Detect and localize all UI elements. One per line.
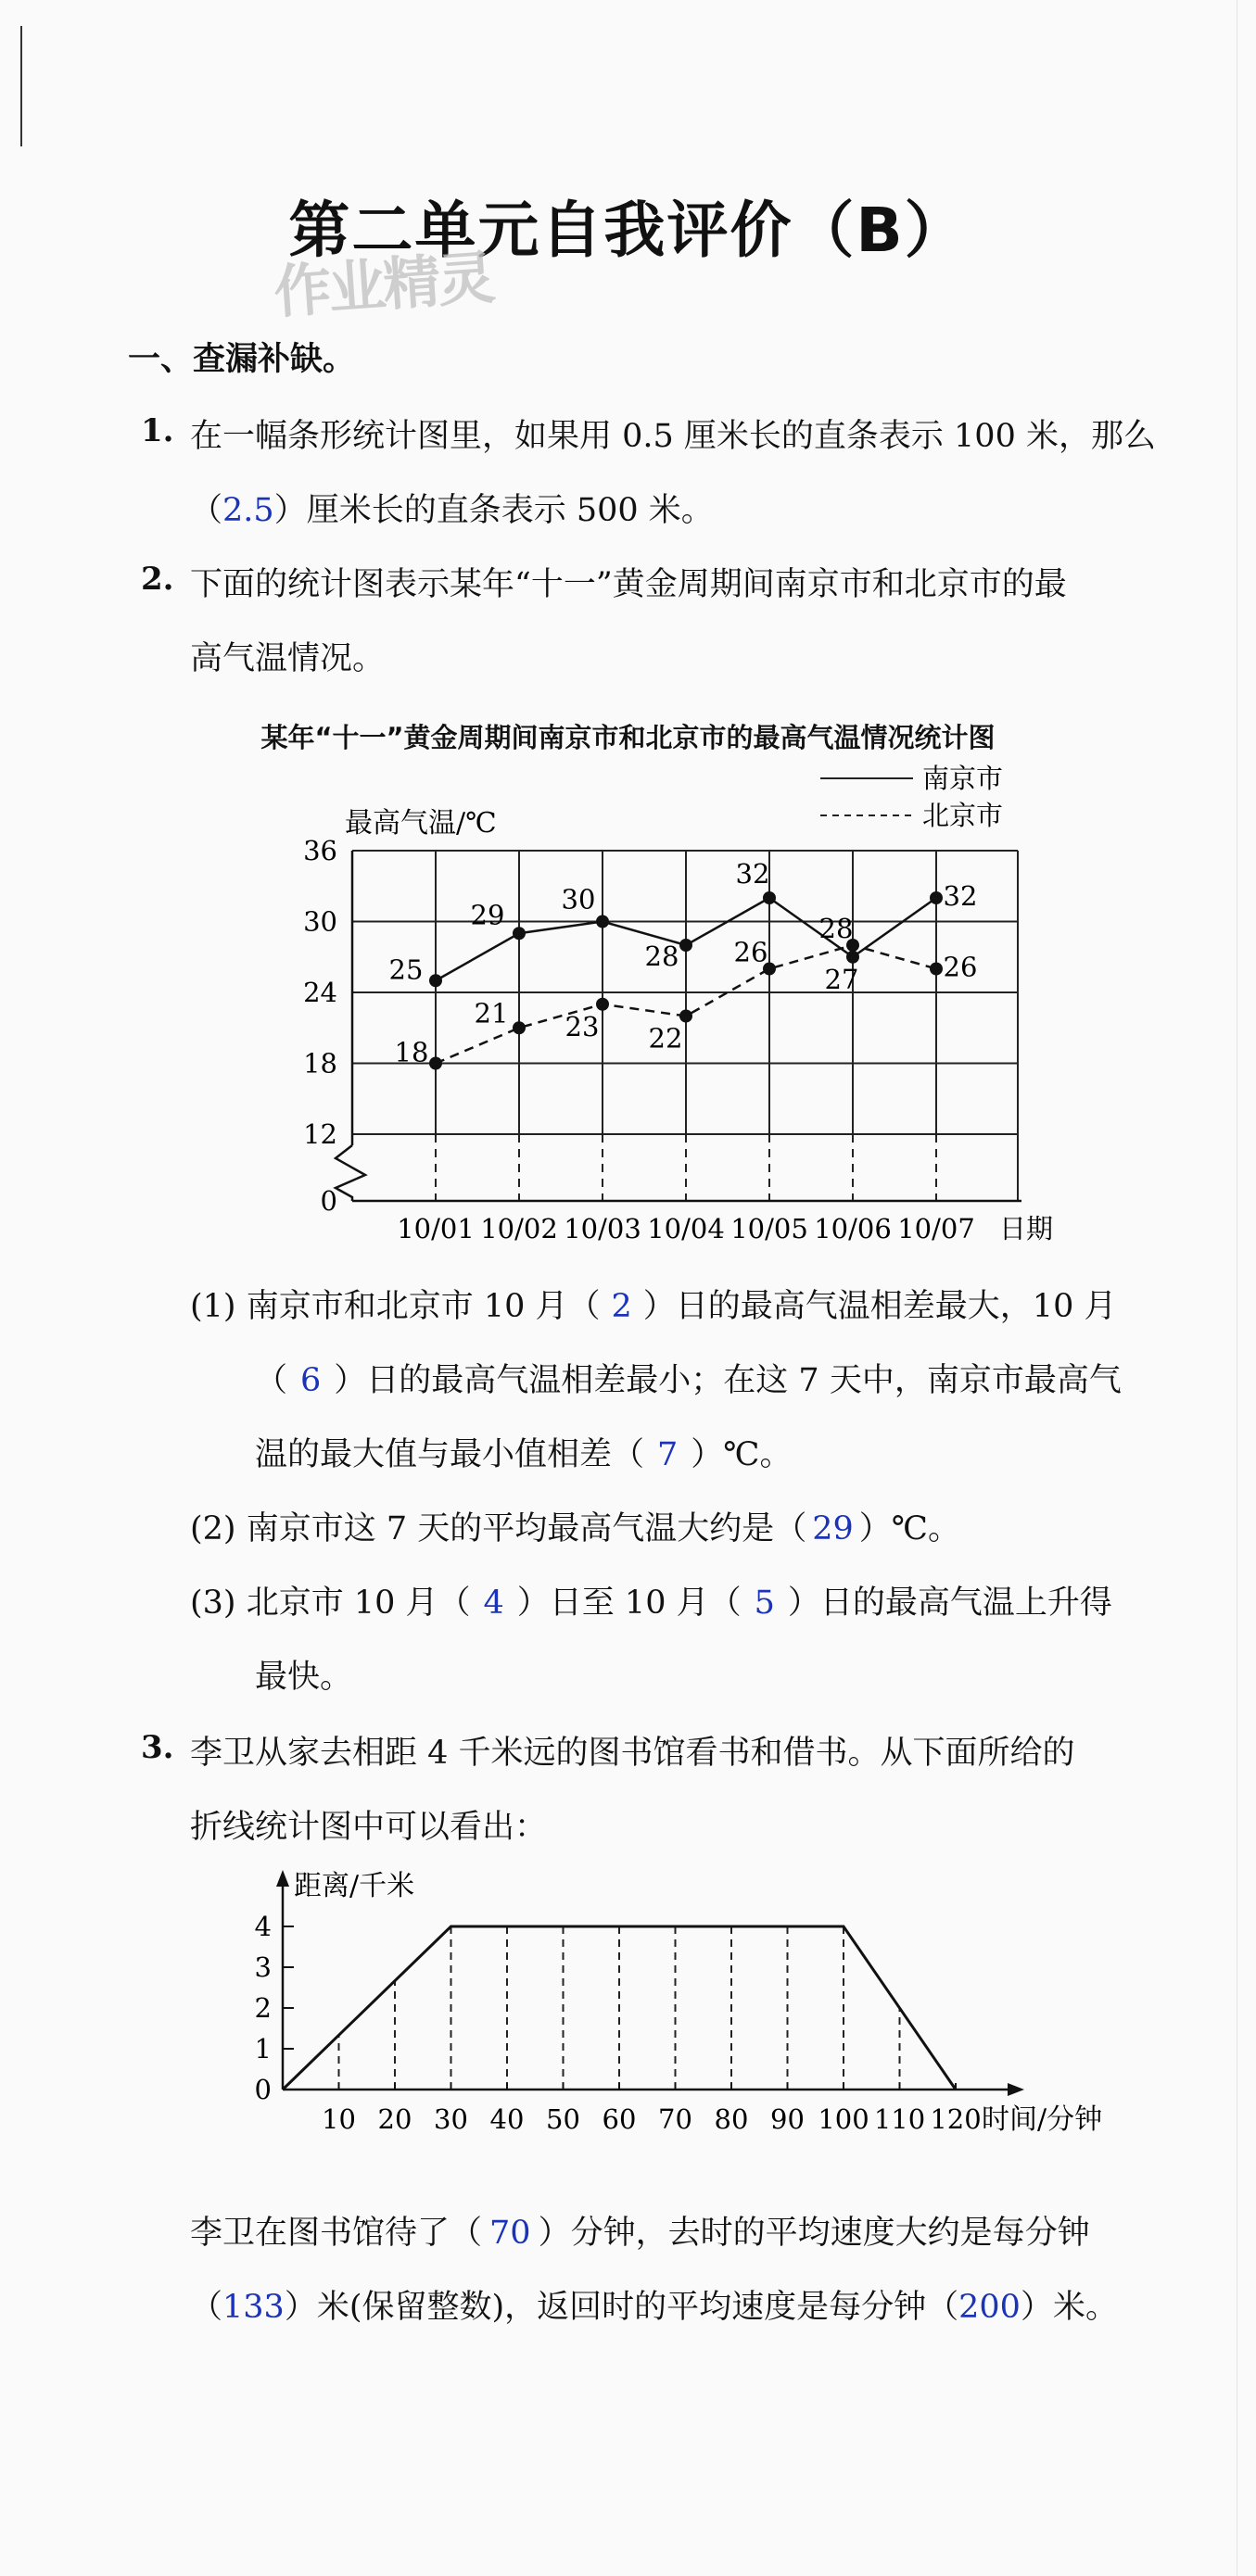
subquestion-1-line1: (1) 南京市和北京市 10 月（ 2 ）日的最高气温相差最大，10 月 [190, 1288, 1117, 1325]
distance-axes [276, 1870, 1024, 2096]
legend-label: 南京市 [922, 763, 1004, 794]
data-point [596, 915, 609, 928]
question-3-line2: 折线统计图中可以看出： [190, 1809, 548, 1846]
y-tick-label: 3 [254, 1951, 272, 1983]
temperature-labels [303, 807, 1053, 1244]
x-tick-label: 30 [434, 2103, 468, 2135]
data-point [679, 1010, 692, 1023]
x-tick-label: 10/04 [647, 1213, 725, 1244]
question-1-number: 1. [141, 412, 174, 449]
data-label: 27 [824, 963, 859, 995]
answer-2-1b: 6 [300, 1362, 322, 1399]
data-point [429, 1057, 442, 1070]
legend-label: 北京市 [922, 800, 1004, 831]
x-tick-label: 90 [770, 2103, 805, 2135]
y-tick-label: 30 [303, 905, 337, 938]
data-point [429, 974, 442, 987]
data-point [679, 939, 692, 952]
y-tick-label: 0 [254, 2074, 272, 2105]
data-label: 22 [648, 1022, 683, 1054]
x-axis-label: 日期 [999, 1213, 1054, 1244]
data-label: 18 [394, 1036, 429, 1068]
question-3-number: 3. [141, 1729, 174, 1766]
distance-chart [0, 1863, 1256, 2168]
section-heading: 一、查漏补缺。 [128, 341, 356, 378]
answer-1: 2.5 [222, 492, 274, 529]
temperature-chart-title: 某年“十一”黄金周期间南京市和北京市的最高气温情况统计图 [260, 722, 996, 753]
distance-grid [339, 1926, 900, 2090]
data-label: 23 [565, 1010, 600, 1042]
answer-2-3a: 4 [483, 1585, 504, 1622]
x-tick-label: 10/05 [730, 1213, 808, 1244]
question-1-line2: （2.5）厘米长的直条表示 500 米。 [190, 492, 714, 529]
x-tick-label: 80 [714, 2103, 749, 2135]
question-1-line1: 在一幅条形统计图里，如果用 0.5 厘米长的直条表示 100 米，那么 [190, 418, 1156, 455]
data-label: 30 [561, 883, 596, 915]
question-2-line2: 高气温情况。 [190, 640, 386, 677]
x-tick-label: 10 [322, 2103, 356, 2135]
x-axis-arrow [1008, 2083, 1024, 2096]
y-tick-label: 18 [303, 1047, 337, 1080]
subquestion-2-line: (2) 南京市这 7 天的平均最高气温大约是（ 29 ）℃。 [190, 1510, 960, 1547]
y-tick-label: 0 [320, 1185, 337, 1217]
x-tick-label: 70 [658, 2103, 692, 2135]
question-2-number: 2. [141, 561, 174, 598]
temperature-legend [820, 763, 1003, 831]
question-3-line4: （133）米(保留整数)，返回时的平均速度是每分钟（200）米。 [190, 2289, 1118, 2326]
answer-2-1c: 7 [657, 1436, 679, 1473]
data-label: 26 [733, 936, 768, 968]
answer-2-3b: 5 [754, 1585, 775, 1622]
data-label: 32 [735, 858, 770, 890]
distance-labels [255, 1870, 1103, 2136]
data-label: 28 [818, 913, 854, 944]
data-point [930, 963, 943, 976]
answer-3c: 200 [958, 2289, 1021, 2326]
data-point [846, 951, 859, 964]
data-point [513, 1021, 526, 1034]
answer-3a: 70 [489, 2215, 531, 2252]
x-tick-label: 120 [930, 2103, 982, 2135]
watermark: 作业精灵 [272, 243, 495, 327]
answer-2-1a: 2 [611, 1288, 632, 1325]
data-label: 21 [474, 997, 509, 1029]
temperature-grid [352, 851, 1018, 1201]
x-tick-label: 40 [489, 2103, 525, 2135]
y-axis-label: 最高气温/℃ [345, 807, 497, 840]
data-label: 28 [644, 941, 679, 972]
data-point [513, 927, 526, 940]
x-tick-label: 20 [377, 2103, 412, 2135]
y-axis-arrow [276, 1870, 289, 1887]
y-tick-label: 24 [303, 977, 337, 1008]
x-tick-label: 60 [602, 2103, 637, 2135]
subquestion-1-line3: 温的最大值与最小值相差（ 7 ）℃。 [255, 1436, 793, 1473]
page-edge-line [20, 26, 22, 146]
answer-3b: 133 [222, 2289, 285, 2326]
y-axis-label: 距离/千米 [294, 1870, 415, 1902]
x-tick-label: 10/02 [480, 1213, 558, 1244]
y-tick-label: 2 [254, 1992, 272, 2024]
question-2-line1: 下面的统计图表示某年“十一”黄金周期间南京市和北京市的最 [190, 566, 1067, 603]
subquestion-1-line2: （ 6 ）日的最高气温相差最小；在这 7 天中，南京市最高气 [255, 1362, 1122, 1399]
y-tick-label: 12 [303, 1118, 337, 1150]
x-axis-label: 时间/分钟 [982, 2103, 1103, 2136]
data-label: 26 [943, 951, 978, 983]
data-label: 29 [470, 899, 505, 931]
axis-break [336, 1145, 365, 1201]
subquestion-3-line2: 最快。 [255, 1659, 353, 1696]
y-tick-label: 1 [254, 2033, 272, 2065]
subquestion-3-line1: (3) 北京市 10 月（ 4 ）日至 10 月（ 5 ）日的最高气温上升得 [190, 1585, 1112, 1622]
question-3-line3: 李卫在图书馆待了（ 70 ）分钟，去时的平均速度大约是每分钟 [190, 2215, 1090, 2252]
data-label: 25 [388, 953, 424, 986]
y-tick-label: 4 [254, 1911, 272, 1942]
temperature-chart [0, 760, 1256, 1279]
x-tick-label: 10/06 [814, 1213, 892, 1244]
answer-2-2: 29 [812, 1510, 854, 1547]
x-tick-label: 10/03 [564, 1213, 641, 1244]
page-title: 第二单元自我评价（B） [288, 195, 968, 266]
x-tick-label: 10/01 [397, 1213, 475, 1244]
y-tick-label: 36 [303, 835, 337, 866]
data-point [763, 891, 776, 904]
x-tick-label: 110 [873, 2103, 926, 2135]
data-point [596, 998, 609, 1011]
data-label: 32 [943, 880, 978, 912]
x-tick-label: 10/07 [897, 1213, 975, 1244]
x-tick-label: 50 [546, 2103, 580, 2135]
question-3-line1: 李卫从家去相距 4 千米远的图书馆看书和借书。从下面所给的 [190, 1735, 1075, 1772]
x-tick-label: 100 [818, 2103, 869, 2135]
data-point [930, 891, 943, 904]
